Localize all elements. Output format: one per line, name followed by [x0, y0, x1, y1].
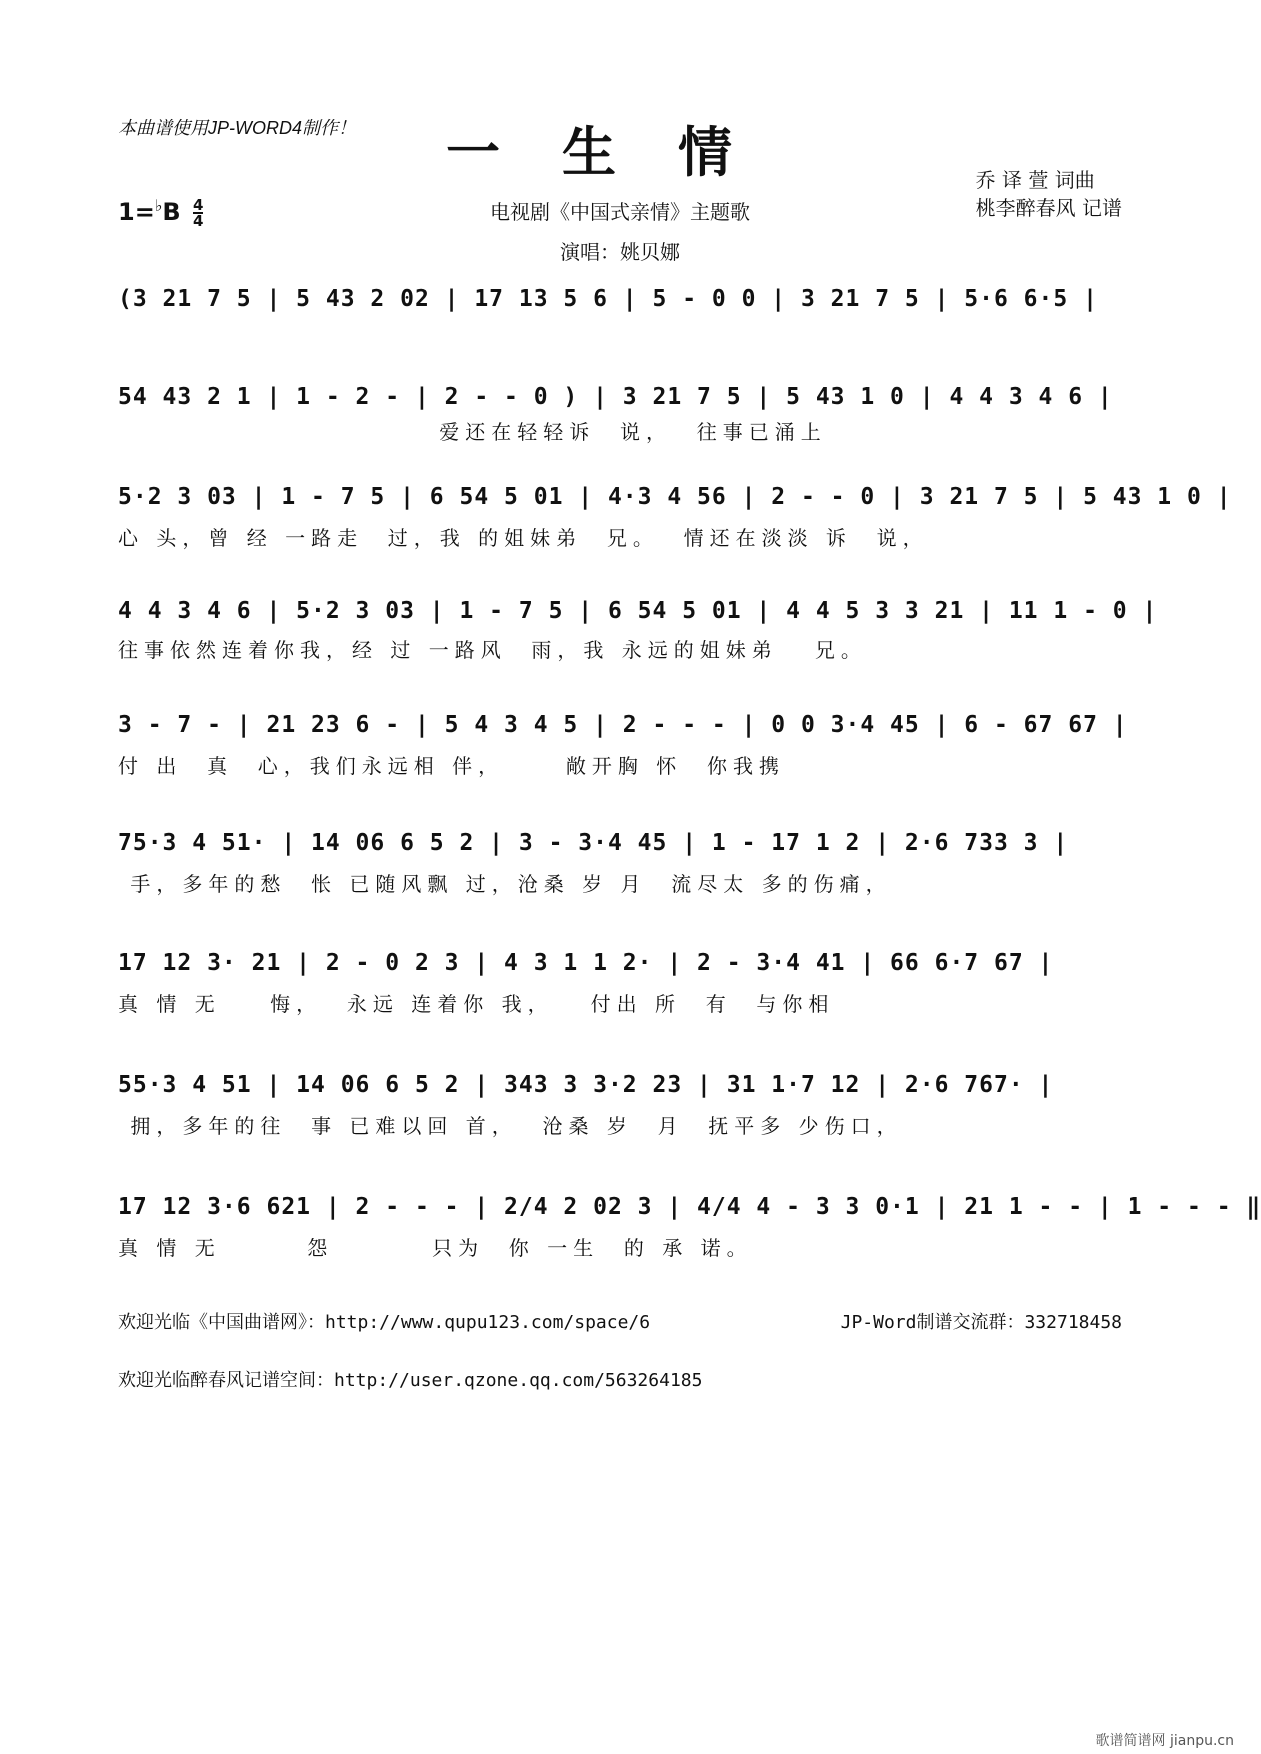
key-prefix: 1= [118, 198, 155, 226]
system-4-lyrics: 往事依然连着你我，经 过 一路风 雨，我 永远的姐妹弟 兄。 [118, 638, 867, 662]
composer-credit: 乔 译 萱 词曲 [975, 168, 1095, 192]
time-bottom: 4 [193, 212, 204, 230]
transcriber-credit: 桃李醉春风 记谱 [975, 196, 1122, 220]
group-info: JP-Word制谱交流群：332718458 [840, 1312, 1122, 1333]
system-6-notes: 75·3 4 51· | 14 06 6 5 2 | 3 - 3·4 45 | 1 - 17 1 2 | 2·6 733 3 | [118, 830, 1069, 856]
system-2-notes: 54 43 2 1 | 1 - 2 - | 2 - - 0 ) | 3 21 7 5 | 5 43 1 0 | 4 4 3 4 6 | [118, 384, 1113, 410]
system-5-notes: 3 - 7 - | 21 23 6 - | 5 4 3 4 5 | 2 - - - | 0 0 3·4 45 | 6 - 67 67 | [118, 712, 1128, 738]
singer: 演唱：姚贝娜 [560, 240, 680, 264]
system-3-lyrics: 心 头，曾 经 一路走 过，我 的姐妹弟 兄。 情还在淡淡 诉 说， [118, 526, 929, 550]
system-8-lyrics: 拥，多年的往 事 已难以回 首， 沧桑 岁 月 抚平多 少伤口， [118, 1114, 903, 1138]
system-9-lyrics: 真 情 无 怨 只为 你 一生 的 承 诺。 [118, 1236, 753, 1260]
watermark: 歌谱简谱网 jianpu.cn [1095, 1733, 1234, 1749]
system-5-lyrics: 付 出 真 心，我们永远相 伴， 敞开胸 怀 你我携 [118, 754, 786, 778]
page-title: 一生情 [446, 121, 794, 184]
system-7-notes: 17 12 3· 21 | 2 - 0 2 3 | 4 3 1 1 2· | 2 - 3·4 41 | 66 6·7 67 | [118, 950, 1054, 976]
site-link[interactable]: 欢迎光临《中国曲谱网》：http://www.qupu123.com/space/6 [118, 1312, 651, 1333]
credits [976, 166, 1122, 222]
system-9-notes: 17 12 3·6 621 | 2 - - - | 2/4 2 02 3 | 4/4 4 - 3 3 0·1 | 21 1 - - | 1 - - - ‖ [118, 1194, 1261, 1220]
system-8-notes: 55·3 4 51 | 14 06 6 5 2 | 343 3 3·2 23 | 31 1·7 12 | 2·6 767· | [118, 1072, 1054, 1098]
subtitle: 电视剧《中国式亲情》主题歌 [490, 200, 750, 224]
system-6-lyrics: 手，多年的愁 怅 已随风飘 过，沧桑 岁 月 流尽太 多的伤痛， [118, 872, 892, 896]
system-7-lyrics: 真 情 无 悔， 永远 连着你 我， 付出 所 有 与你相 [118, 992, 835, 1016]
time-top: 4 [193, 196, 204, 214]
key-letter: B [162, 198, 181, 226]
space-link[interactable]: 欢迎光临醉春风记谱空间：http://user.qzone.qq.com/563264185 [118, 1370, 703, 1391]
system-2-lyrics: 爱还在轻轻诉 说， 往事已涌上 [118, 420, 827, 444]
system-3-notes: 5·2 3 03 | 1 - 7 5 | 6 54 5 01 | 4·3 4 56 | 2 - - 0 | 3 21 7 5 | 5 43 1 0 | [118, 484, 1232, 510]
system-1-notes: (3 21 7 5 | 5 43 2 02 | 17 13 5 6 | 5 - 0 0 | 3 21 7 5 | 5·6 6·5 | [118, 286, 1098, 312]
system-4-notes: 4 4 3 4 6 | 5·2 3 03 | 1 - 7 5 | 6 54 5 01 | 4 4 5 3 3 21 | 11 1 - 0 | [118, 598, 1158, 624]
flat-symbol: ♭ [154, 196, 163, 215]
made-with-note: 本曲谱使用JP-WORD4制作！ [118, 118, 356, 138]
